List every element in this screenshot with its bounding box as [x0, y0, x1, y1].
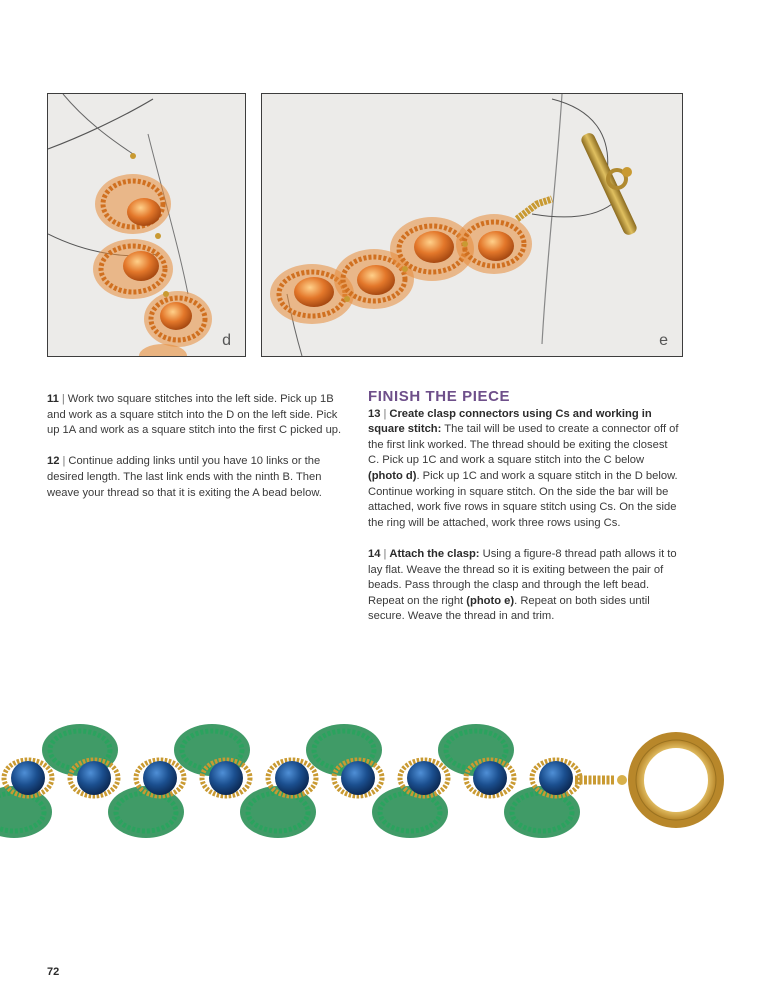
- step-text: Using a figure-8 thread path allows it to lay flat. Weave the thread so it is exiting between the pair of beads. Pass through the clasp and through the left bead. Repeat on the right: [368, 547, 677, 607]
- orange-beaded-link-1: [95, 174, 171, 234]
- step-lead: Attach the clasp:: [389, 547, 480, 560]
- ring-clasp: [636, 740, 716, 820]
- left-column: [47, 392, 344, 517]
- step-separator: |: [61, 393, 65, 405]
- photo-e: [261, 93, 683, 357]
- bracelet-link: [438, 724, 514, 796]
- orange-beaded-link-2: [93, 239, 173, 299]
- photo-d-label: d: [222, 332, 231, 349]
- beadwork-photo-e: [262, 94, 682, 356]
- beadwork-photo-d: [48, 94, 245, 356]
- step-14: [368, 547, 681, 625]
- step-number: 14: [368, 547, 381, 560]
- bracelet-link: [108, 760, 184, 838]
- bracelet-links: [0, 724, 580, 838]
- section-title: FINISH THE PIECE: [368, 388, 511, 405]
- step-11: [47, 392, 344, 439]
- step-separator: |: [383, 407, 387, 420]
- step-number: 12: [47, 455, 60, 468]
- orange-beaded-link-3: [144, 291, 212, 347]
- step-number: 11: [47, 393, 59, 405]
- step-text: The tail will be used to create a connector off of the first link worked. The thread should be exiting the closest C. Pick up 1C and work a square stitch into the C below: [368, 423, 679, 467]
- step-text: . Repeat on both sides until secure. Weave the thread in and trim.: [368, 594, 650, 623]
- step-lead: Create clasp connectors using Cs and working in square stitch:: [368, 407, 652, 436]
- step-text: Work two square stitches into the left side. Pick up 1B and work as a square stitch into the D on the left side. Pick up 1A and work as a square stitch into the first C picked up.: [47, 393, 342, 437]
- bracelet-illustration: [0, 712, 767, 862]
- photo-e-label: e: [659, 332, 668, 349]
- bracelet-link: [372, 760, 448, 838]
- photo-d: [47, 93, 246, 357]
- step-separator: |: [383, 547, 387, 560]
- finished-bracelet-photo: [0, 712, 767, 862]
- bracelet-link: [306, 724, 382, 796]
- page-number: 72: [47, 966, 60, 978]
- bracelet-link: [174, 724, 250, 796]
- bracelet-link: [42, 724, 118, 796]
- right-column: [368, 389, 681, 641]
- step-12: [47, 454, 344, 501]
- step-number: 13: [368, 407, 381, 420]
- step-separator: |: [62, 455, 66, 468]
- step-text: . Pick up 1C and work a square stitch in the D below. Continue working in square stitch. On the side the bar will be attached, work five rows in square stitch using Cs. On the side the ring will be attached, work three rows using Cs.: [368, 469, 678, 529]
- bracelet-link: [0, 760, 52, 838]
- photo-reference: (photo d): [368, 469, 417, 482]
- step-text: Continue adding links until you have 10 links or the desired length. The last link ends with the ninth B. Then weave your thread so that it is exiting the A bead below.: [47, 455, 322, 499]
- bracelet-link: [504, 760, 580, 838]
- photo-reference: (photo e): [466, 594, 515, 607]
- step-13: [368, 407, 681, 532]
- bracelet-link: [240, 760, 316, 838]
